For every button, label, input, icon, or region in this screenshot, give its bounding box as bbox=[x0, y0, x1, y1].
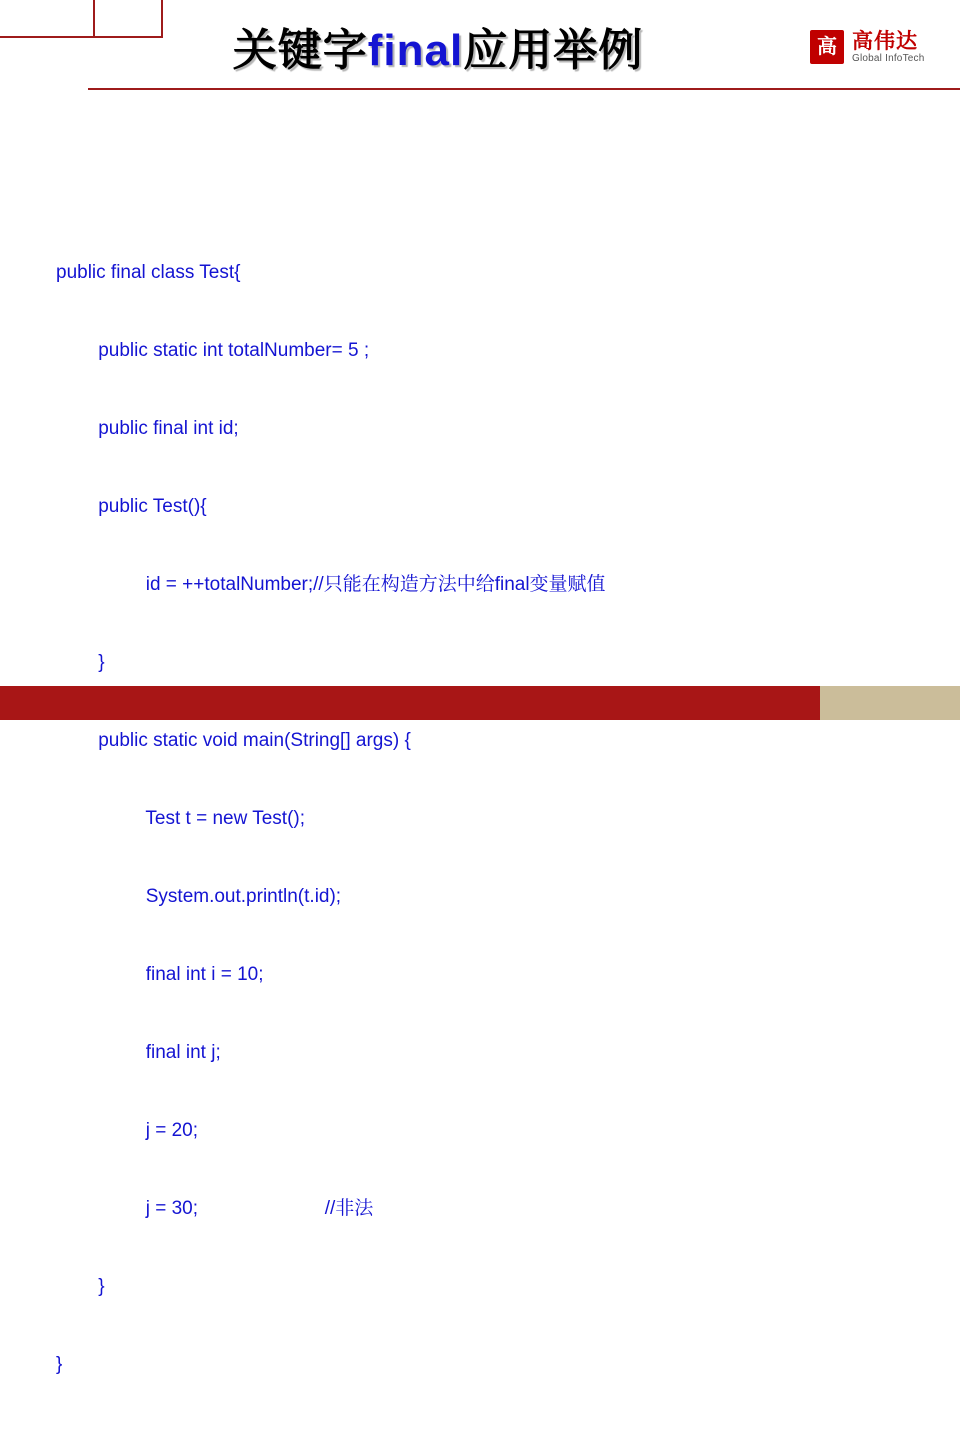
code-line: public final class Test{ bbox=[56, 262, 241, 283]
title-prefix: 关键字 bbox=[232, 26, 368, 75]
logo-icon: 高 bbox=[810, 30, 844, 64]
code-block bbox=[56, 208, 936, 1430]
title-underline bbox=[88, 88, 960, 90]
logo-name-cn: 高伟达 bbox=[852, 29, 918, 53]
code-line: j = 20; bbox=[56, 1120, 199, 1141]
code-line: id = ++totalNumber;//只能在构造方法中给final变量赋值 bbox=[56, 574, 606, 595]
code-line: } bbox=[56, 1354, 63, 1375]
logo-text bbox=[852, 30, 925, 64]
code-line: } bbox=[56, 1276, 105, 1297]
code-line: public static int totalNumber= 5 ; bbox=[56, 340, 370, 361]
footer-bar-tan bbox=[820, 686, 960, 720]
page-title bbox=[88, 14, 788, 78]
code-line: public Test(){ bbox=[56, 496, 207, 517]
title-suffix: 应用举例 bbox=[463, 26, 644, 75]
logo bbox=[810, 24, 938, 70]
footer-bar-red bbox=[0, 686, 820, 720]
code-line: Test t = new Test(); bbox=[56, 808, 306, 829]
code-line: public final int id; bbox=[56, 418, 239, 439]
code-line: final int j; bbox=[56, 1042, 221, 1063]
code-line: } bbox=[56, 652, 105, 673]
code-line: public static void main(String[] args) { bbox=[56, 730, 411, 751]
code-line: j = 30; //非法 bbox=[56, 1198, 374, 1219]
code-line: System.out.println(t.id); bbox=[56, 886, 342, 907]
title-keyword: final bbox=[367, 26, 464, 75]
code-line: final int i = 10; bbox=[56, 964, 264, 985]
logo-name-en: Global InfoTech bbox=[852, 53, 925, 65]
title-area bbox=[88, 8, 878, 88]
